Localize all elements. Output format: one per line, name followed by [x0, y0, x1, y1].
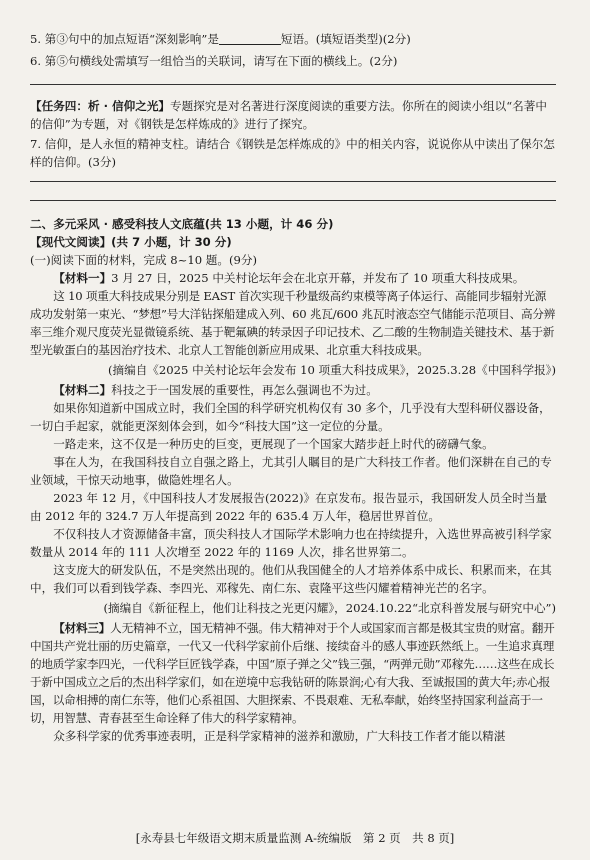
task-4-body: 专题探究是对名著进行深度阅读的重要方法。你所在的阅读小组以“名著中的信仰”为专题，对《钢铁是怎样炼成的》进行了探究。: [30, 99, 547, 131]
answer-line[interactable]: [30, 84, 556, 85]
material-2-p4: 2023 年 12 月，《中国科技人才发展报告(2022)》在京发布。报告显示，我国研发人员全时当量由 2012 年的 324.7 万人年提高到 2022 年的 635.4 万人年，稳居世界首位。: [30, 491, 548, 523]
answer-blank[interactable]: [219, 32, 281, 45]
answer-line[interactable]: [30, 200, 556, 201]
task-4: [30, 97, 556, 133]
material-2-p3: 事在人为，在我国科技自立自强之路上，尤其引人瞩目的是广大科技工作者。他们深耕在自己的专业领域，干惊天动地事，做隐姓埋名人。: [30, 455, 552, 487]
material-2-lead: 【材料二】科技之于一国发展的重要性，再怎么强调也不为过。: [53, 383, 378, 397]
material-2-p2: 一路走来，这不仅是一种历史的巨变，更展现了一个国家大踏步赶上时代的磅礴气象。: [53, 437, 494, 451]
modern-reading-title: 【现代文阅读】(共 7 小题，计 30 分): [30, 235, 232, 249]
page-footer: [永寿县七年级语文期末质量监测 A-统编版 第 2 页 共 8 页]: [135, 831, 455, 845]
material-2-p1: 如果你知道新中国成立时，我们全国的科学研究机构仅有 30 多个，几乎没有大型科研仪器设备，一切白手起家，就能更深刻体会到，如今“科技大国”这一定位的分量。: [30, 401, 551, 433]
question-5: 5. 第③句中的加点短语“深刻影响”是 短语。(填短语类型)(2分): [30, 32, 411, 46]
material-1-p2: 这 10 项重大科技成果分别是 EAST 首次实现千秒量级高约束模等离子体运行、高能同步辐射光源成功发射第一束光、“梦想”号大洋钻探船建成入列、60 兆瓦/600 兆瓦时液态空气储能示范项目、高分辨率三维介观尺度荧光显微镜系统、基于靶氟碘的转录因子印记技术、乙二酸的生物制造关键技术、基于新型光敏蛋白的基因治疗技术、北京人工智能创新应用成果、北京重大科技成果。: [30, 289, 556, 357]
question-7: 7. 信仰，是人永恒的精神支柱。请结合《钢铁是怎样炼成的》中的相关内容，说说你从中读出了保尔怎样的信仰。(3分): [30, 137, 555, 169]
material-2-source: (摘编自《新征程上，他们让科技之光更闪耀》，2024.10.22“北京科普发展与研究中心”): [103, 601, 556, 615]
material-1-p1: 【材料一】3 月 27 日，2025 中关村论坛年会在北京开幕，并发布了 10 项重大科技成果。: [53, 271, 525, 285]
material-1-source: (摘编自《2025 中关村论坛年会发布 10 项重大科技成果》，2025.3.28《中国科学报》): [108, 363, 556, 377]
question-6: 6. 第⑤句横线处需填写一组恰当的关联词，请写在下面的横线上。(2分): [30, 54, 398, 68]
section-2-title: 二、多元采风 · 感受科技人文底蕴(共 13 小题，计 46 分): [30, 217, 334, 231]
task-4-heading: 【任务四：析 · 信仰之光】: [30, 99, 171, 113]
answer-line[interactable]: [30, 181, 556, 182]
material-2-p5: 不仅科技人才资源储备丰富，顶尖科技人才国际学术影响力也在持续提升，入选世界高被引科学家数量从 2014 年的 111 人次增至 2022 年的 1169 人次，排名世界第二。: [30, 527, 552, 559]
material-3-p2: 众多科学家的优秀事迹表明，正是科学家精神的滋养和激励，广大科技工作者才能以精湛: [53, 729, 506, 743]
part-1-instruction: (一)阅读下面的材料，完成 8~10 题。(9分): [30, 253, 257, 267]
material-2-p6: 这支庞大的研发队伍，不是突然出现的。他们从我国健全的人才培养体系中成长、积累而来，在其中，我们可以看到钱学森、李四光、邓稼先、南仁东、袁隆平这些闪耀着精神光芒的名字。: [30, 563, 552, 595]
material-3-p1: 【材料三】人无精神不立，国无精神不强。伟大精神对于个人或国家而言都是极其宝贵的财富。翻开中国共产党壮丽的历史篇章，一代又一代科学家前仆后继、接续奋斗的感人事迹跃然纸上。一生追求真理的地质学家李四光，一代科学巨匠钱学森，中国“原子弹之父”钱三强，“两弹元勋”邓稼先……这些在成长于新中国成立之后的杰出科学家们，如在逆境中忘我钻研的陈景润;心有大我、至诚报国的黄大年;赤心报国，以命相搏的南仁东等，他们心系祖国、大胆探索、不畏艰难、无私奉献，始终坚持国家利益高于一切，用智慧、青春甚至生命诠释了伟大的科学家精神。: [30, 621, 555, 725]
